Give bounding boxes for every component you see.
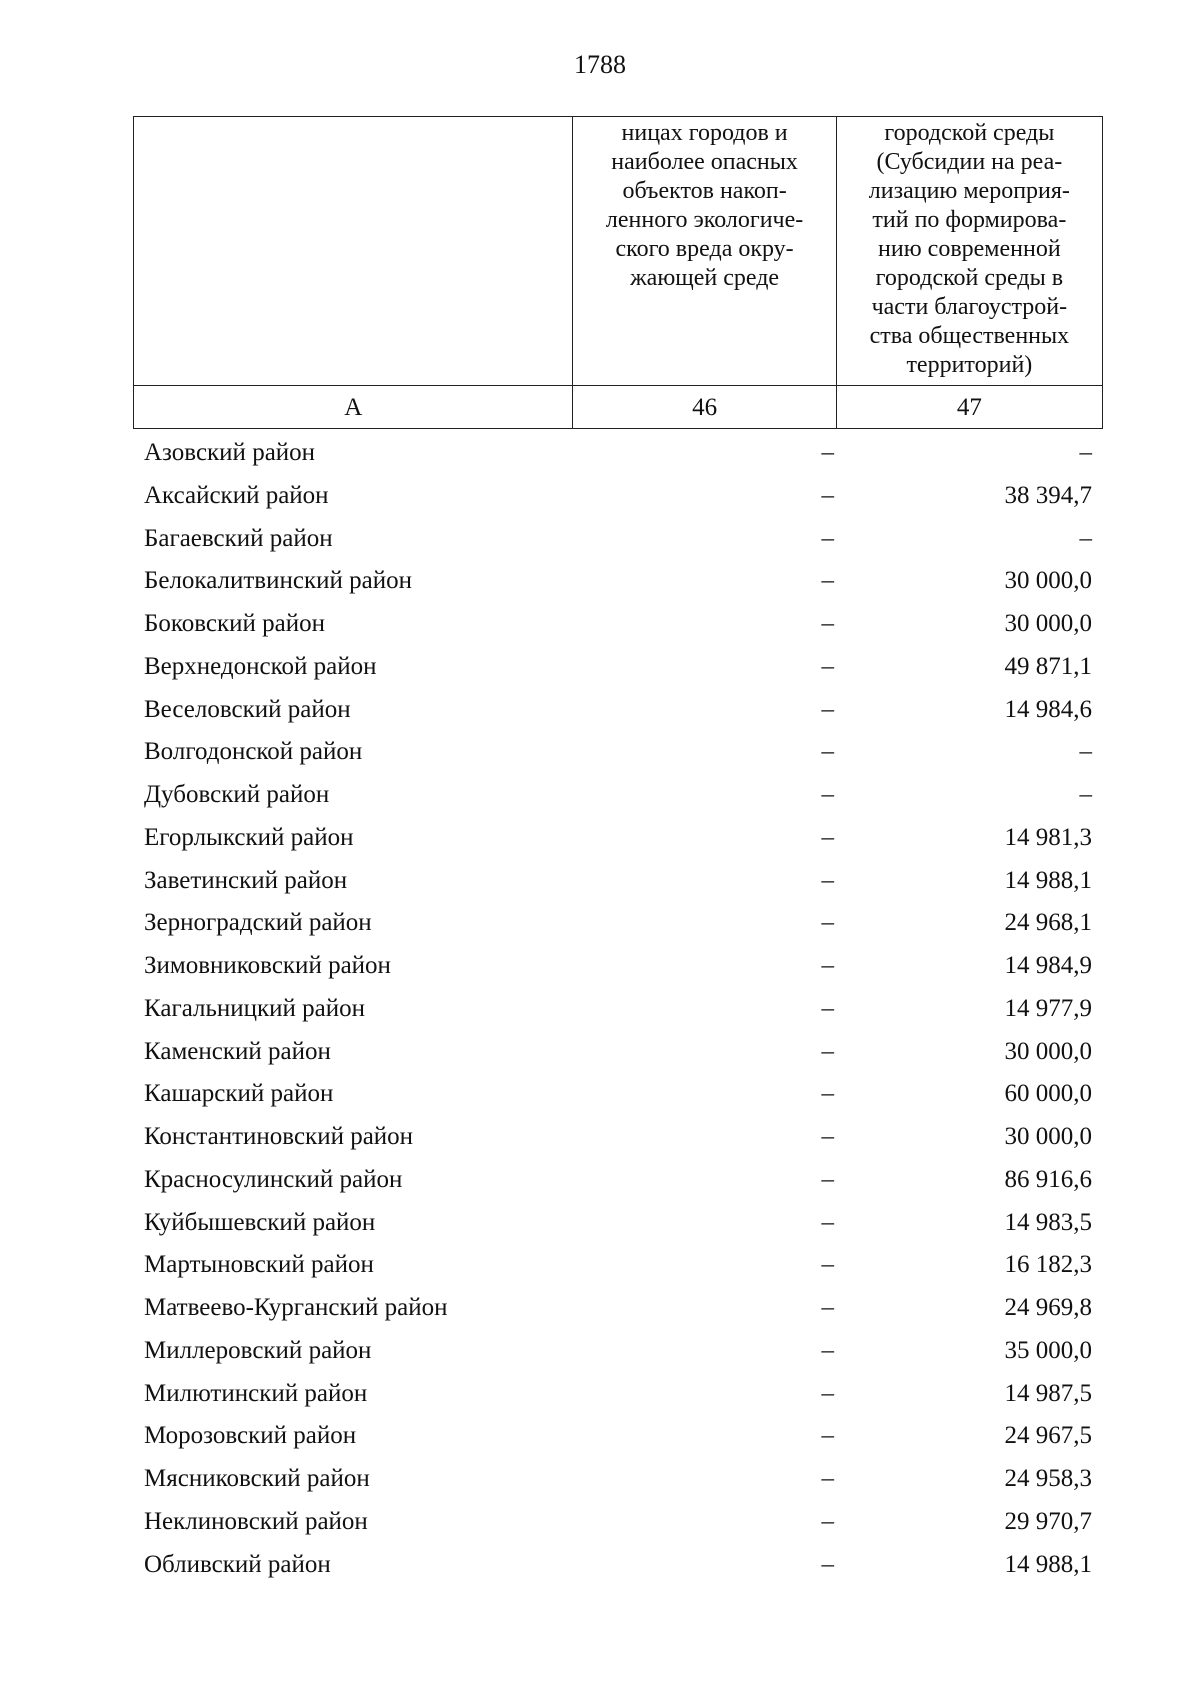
district-name: Кагальницкий район <box>144 994 366 1022</box>
value-col46: – <box>821 1507 834 1535</box>
value-col47: 86 916,6 <box>1004 1165 1092 1193</box>
table-row <box>133 988 1103 1031</box>
district-name: Милютинский район <box>144 1379 368 1407</box>
value-col47: 14 984,9 <box>1004 952 1092 979</box>
value-col47: 49 871,1 <box>1004 652 1092 680</box>
value-col47: 30 000,0 <box>1004 567 1092 595</box>
header-text-line: ленного экологиче- <box>605 207 804 233</box>
district-name: Веселовский район <box>144 695 351 723</box>
value-col47: 24 969,8 <box>1004 1294 1092 1321</box>
table-row <box>133 689 1103 732</box>
table-row <box>133 860 1103 903</box>
district-name: Кашарский район <box>144 1080 334 1108</box>
district-name: Дубовский район <box>144 781 330 808</box>
district-name: Зимовниковский район <box>144 952 391 979</box>
table-row <box>133 945 1103 988</box>
header-number-row <box>134 386 1103 429</box>
value-col46: – <box>821 952 834 979</box>
table-row <box>133 1373 1103 1416</box>
district-name: Заветинский район <box>144 866 348 894</box>
value-col47: 60 000,0 <box>1004 1080 1092 1108</box>
table-row <box>133 1159 1103 1202</box>
district-name: Матвеево-Курганский район <box>144 1294 448 1321</box>
value-col47: 14 988,1 <box>1004 866 1092 894</box>
value-col46: – <box>821 1294 834 1321</box>
value-col46: – <box>821 909 834 937</box>
value-col47: 14 984,6 <box>1004 695 1092 723</box>
header-text-line: ницах городов и <box>621 120 788 146</box>
table-row <box>133 1031 1103 1074</box>
table-header <box>133 116 1103 429</box>
value-col46: – <box>821 866 834 894</box>
table-row <box>133 646 1103 689</box>
district-name: Белокалитвинский район <box>144 567 412 595</box>
table-row <box>133 774 1103 817</box>
value-col46: – <box>821 567 834 595</box>
value-col46: – <box>821 781 834 808</box>
value-col46: – <box>821 738 834 766</box>
district-name: Морозовский район <box>144 1422 357 1450</box>
table-row <box>133 1544 1103 1587</box>
value-col46: – <box>821 1379 834 1407</box>
district-name: Константиновский район <box>144 1123 414 1150</box>
page-number: 1788 <box>574 50 626 79</box>
value-col46: – <box>821 1550 834 1578</box>
column-number-47: 47 <box>836 386 1102 429</box>
value-col47: 14 987,5 <box>1004 1379 1092 1407</box>
header-description-row <box>134 117 1103 386</box>
header-cell-col47 <box>836 117 1102 386</box>
district-name: Неклиновский район <box>144 1507 368 1535</box>
district-name: Красносулинский район <box>144 1165 403 1193</box>
header-cell-a-empty <box>134 117 573 386</box>
district-name: Багаевский район <box>144 524 333 552</box>
value-col46: – <box>821 1465 834 1492</box>
table-row <box>133 1287 1103 1330</box>
table-row <box>133 1330 1103 1373</box>
header-text-line: лизацию мероприя- <box>868 178 1070 204</box>
value-col46: – <box>821 994 834 1022</box>
value-col46: – <box>821 823 834 851</box>
district-name: Миллеровский район <box>144 1336 372 1364</box>
table-row <box>133 1073 1103 1116</box>
header-text-line: ского вреда окру- <box>615 236 794 262</box>
table-row <box>133 731 1103 774</box>
value-col47: 14 983,5 <box>1004 1208 1092 1236</box>
table-row <box>133 1501 1103 1544</box>
value-col46: – <box>821 610 834 637</box>
district-name: Егорлыкский район <box>144 823 354 851</box>
value-col46: – <box>821 481 834 509</box>
header-text-line: жающей среде <box>630 265 780 291</box>
header-text-line: (Субсидии на реа- <box>876 149 1063 175</box>
value-col46: – <box>821 1037 834 1065</box>
table-row <box>133 1244 1103 1287</box>
value-col47: 24 967,5 <box>1004 1422 1092 1450</box>
district-name: Боковский район <box>144 610 325 637</box>
value-col46: – <box>821 1422 834 1450</box>
district-name: Мясниковский район <box>144 1465 370 1492</box>
header-text-line: городской среды <box>884 120 1055 146</box>
district-name: Аксайский район <box>144 481 329 509</box>
value-col47: 14 977,9 <box>1004 994 1092 1022</box>
table-row <box>133 1458 1103 1501</box>
district-name: Каменский район <box>144 1037 331 1065</box>
value-col47: 30 000,0 <box>1004 1037 1092 1065</box>
district-name: Куйбышевский район <box>144 1208 376 1236</box>
value-col47: 30 000,0 <box>1004 610 1092 637</box>
table-row <box>133 1415 1103 1458</box>
district-name: Азовский район <box>144 439 316 466</box>
value-col46: – <box>821 1165 834 1193</box>
header-text-line: объектов накоп- <box>622 178 787 204</box>
district-name: Мартыновский район <box>144 1251 374 1279</box>
table-row <box>133 1116 1103 1159</box>
value-col46: – <box>821 524 834 552</box>
header-text-line: ства общественных <box>869 323 1070 349</box>
value-col46: – <box>821 1123 834 1150</box>
table-row <box>133 902 1103 945</box>
value-col47: 14 988,1 <box>1004 1550 1092 1578</box>
value-col47: – <box>1079 738 1092 766</box>
header-text-line: наиболее опасных <box>611 149 798 175</box>
value-col47: 24 968,1 <box>1004 909 1092 937</box>
table-row <box>133 432 1103 475</box>
district-name: Обливский район <box>144 1550 331 1578</box>
district-name: Верхнедонской район <box>144 652 377 680</box>
value-col47: 24 958,3 <box>1004 1465 1092 1492</box>
column-number-46: 46 <box>573 386 836 429</box>
table-row <box>133 475 1103 518</box>
value-col46: – <box>821 1251 834 1279</box>
value-col47: 35 000,0 <box>1004 1336 1092 1364</box>
table-body <box>133 432 1103 1586</box>
value-col46: – <box>821 439 834 466</box>
header-text-line: части благоустрой- <box>871 294 1068 320</box>
value-col47: – <box>1079 781 1092 808</box>
header-text-line: территорий) <box>906 352 1033 378</box>
table-row <box>133 817 1103 860</box>
header-text-line: городской среды в <box>875 265 1064 291</box>
value-col47: 16 182,3 <box>1004 1251 1092 1279</box>
header-text-line: нию современной <box>878 236 1061 262</box>
header-cell-col46 <box>573 117 836 386</box>
value-col47: 29 970,7 <box>1004 1507 1092 1535</box>
value-col46: – <box>821 1208 834 1236</box>
table-row <box>133 560 1103 603</box>
header-text-line: тий по формирова- <box>872 207 1067 233</box>
value-col46: – <box>821 652 834 680</box>
value-col46: – <box>821 1336 834 1364</box>
value-col47: – <box>1079 524 1092 552</box>
value-col47: 14 981,3 <box>1004 823 1092 851</box>
value-col46: – <box>821 1080 834 1108</box>
district-name: Волгодонской район <box>144 738 363 766</box>
district-name: Зерноградский район <box>144 909 372 937</box>
value-col46: – <box>821 695 834 723</box>
value-col47: 38 394,7 <box>1004 481 1092 509</box>
column-number-a: А <box>134 386 573 429</box>
table-row <box>133 603 1103 646</box>
value-col47: – <box>1079 439 1092 466</box>
table-row <box>133 518 1103 561</box>
value-col47: 30 000,0 <box>1004 1123 1092 1150</box>
table-row <box>133 1202 1103 1245</box>
